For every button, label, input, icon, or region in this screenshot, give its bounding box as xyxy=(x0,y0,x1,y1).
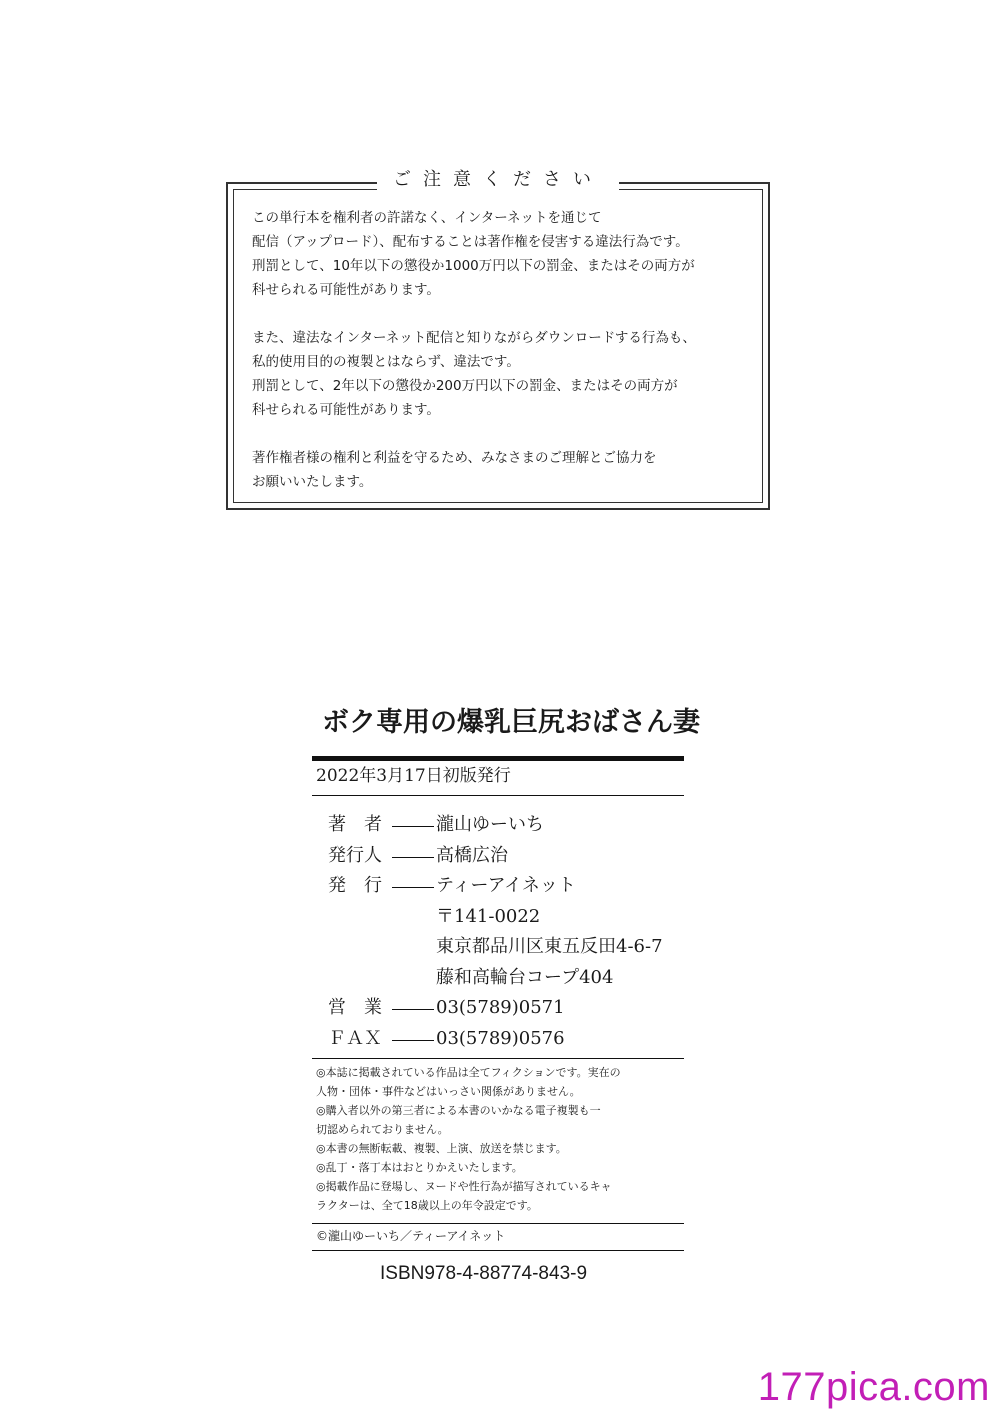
notice-paragraph xyxy=(252,206,756,302)
book-title: ボク専用の爆乳巨尻おばさん妻 xyxy=(322,707,700,738)
notice-line: 配信（アップロード）、配布することは著作権を侵害する違法行為です。 xyxy=(252,234,689,250)
dash-separator xyxy=(392,826,434,827)
credit-label: 発 行 xyxy=(328,875,382,896)
notice-line: 著作権者様の権利と利益を守るため、みなさまのご理解とご協力を xyxy=(252,450,657,466)
dash-separator xyxy=(392,1040,434,1041)
publication-date: 2022年3月17日初版発行 xyxy=(316,766,511,786)
notice-body xyxy=(252,206,756,494)
notice-line: お願いいたします。 xyxy=(252,474,373,490)
notice-line: 科せられる可能性があります。 xyxy=(252,402,440,418)
credit-value: 03(5789)0576 xyxy=(436,1027,565,1049)
notice-line: 刑罰として、2年以下の懲役か200万円以下の罰金、またはその両方が xyxy=(252,378,678,394)
note-line: ◎掲載作品に登場し、ヌードや性行為が描写されているキャ xyxy=(316,1180,612,1193)
notice-line: 科せられる可能性があります。 xyxy=(252,282,440,298)
credit-label: 発行人 xyxy=(328,844,382,866)
divider xyxy=(312,795,684,796)
notice-line: また、違法なインターネット配信と知りながらダウンロードする行為も、 xyxy=(252,330,696,346)
credit-publisher-person xyxy=(328,841,684,872)
site-watermark: 177pica.com xyxy=(757,1365,990,1409)
colophon xyxy=(312,700,700,1289)
note-line: 人物・団体・事件などはいっさい関係がありません。 xyxy=(316,1085,581,1098)
divider xyxy=(312,1058,684,1059)
credit-value: 03(5789)0571 xyxy=(436,997,565,1018)
note-line: 切認められておりません。 xyxy=(316,1123,449,1136)
dash-separator xyxy=(392,1009,434,1010)
notice-line: この単行本を権利者の許諾なく、インターネットを通じて xyxy=(252,210,602,226)
credit-value: 高橋広治 xyxy=(436,844,508,866)
credit-sales xyxy=(328,993,684,1024)
copyright-line: ©瀧山ゆーいち／ティーアイネット xyxy=(316,1229,506,1243)
divider xyxy=(312,1250,684,1251)
credit-publisher xyxy=(328,871,684,902)
legal-notes xyxy=(316,1063,684,1215)
postal-code: 〒141-0022 xyxy=(436,905,541,927)
credit-author xyxy=(328,810,684,841)
notice-paragraph xyxy=(252,326,756,422)
credit-label: ＦＡＸ xyxy=(328,1027,382,1049)
dash-separator xyxy=(392,887,434,888)
copyright-notice-box xyxy=(226,169,770,510)
address-line-2: 藤和高輪台コープ404 xyxy=(436,966,614,988)
notice-line: 私的使用目的の複製とはならず、違法です。 xyxy=(252,354,520,370)
notice-paragraph xyxy=(252,446,756,494)
credit-value: ティーアイネット xyxy=(436,875,576,896)
credits-list xyxy=(328,810,684,1054)
credit-value: 瀧山ゆーいち xyxy=(436,814,544,835)
address-line-1: 東京都品川区東五反田4-6-7 xyxy=(436,936,663,957)
credit-fax xyxy=(328,1024,684,1055)
credit-label: 著 者 xyxy=(328,814,382,835)
dash-separator xyxy=(392,857,434,858)
note-line: ◎本書の無断転載、複製、上演、放送を禁じます。 xyxy=(316,1142,567,1155)
note-line: ラクターは、全て18歳以上の年令設定です。 xyxy=(316,1199,538,1212)
note-line: ◎本誌に掲載されている作品は全てフィクションです。実在の xyxy=(316,1066,621,1079)
notice-title: ご注意ください xyxy=(377,167,619,193)
isbn: ISBN978-4-88774-843-9 xyxy=(380,1263,588,1284)
credit-label: 営 業 xyxy=(328,997,382,1018)
notice-line: 刑罰として、10年以下の懲役か1000万円以下の罰金、またはその両方が xyxy=(252,258,695,274)
note-line: ◎乱丁・落丁本はおとりかえいたします。 xyxy=(316,1161,523,1174)
note-line: ◎購入者以外の第三者による本書のいかなる電子複製も一 xyxy=(316,1104,601,1117)
